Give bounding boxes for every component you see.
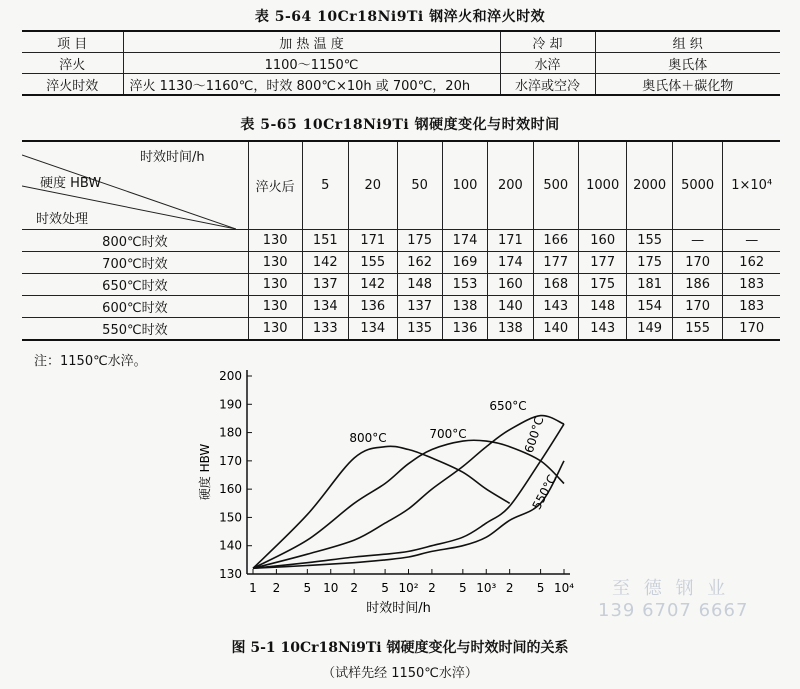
column-header: 5000 bbox=[672, 141, 723, 230]
table65-title: 表 5-65 10Cr18Ni9Ti 钢硬度变化与时效时间 bbox=[240, 117, 560, 133]
column-header: 5 bbox=[302, 141, 348, 230]
table-cell: 淬火 bbox=[22, 53, 123, 74]
table-cell: 151 bbox=[302, 230, 348, 252]
table-cell: 169 bbox=[442, 252, 487, 274]
series-label-4: 550°C bbox=[529, 472, 560, 512]
table-cell: 130 bbox=[248, 252, 302, 274]
column-header: 淬火后 bbox=[248, 141, 302, 230]
table-cell: 181 bbox=[627, 274, 672, 296]
x-tick-label: 2 bbox=[350, 581, 358, 595]
table-cell: 奥氏体 bbox=[595, 53, 780, 74]
table-cell: 170 bbox=[672, 296, 723, 318]
table-cell: 175 bbox=[397, 230, 442, 252]
row-label: 700℃时效 bbox=[22, 252, 248, 274]
table-cell: 155 bbox=[348, 252, 397, 274]
table-cell: 142 bbox=[348, 274, 397, 296]
table-row bbox=[22, 230, 780, 252]
table-row bbox=[22, 274, 780, 296]
column-header: 500 bbox=[533, 141, 578, 230]
row-label: 550℃时效 bbox=[22, 318, 248, 341]
table-cell: 水淬或空冷 bbox=[500, 74, 595, 96]
column-header: 200 bbox=[488, 141, 533, 230]
table-row bbox=[22, 296, 780, 318]
series-label-1: 700°C bbox=[429, 427, 467, 441]
x-tick-label: 10⁴ bbox=[553, 581, 575, 595]
table-cell: 160 bbox=[488, 274, 533, 296]
table-cell: 148 bbox=[578, 296, 627, 318]
x-tick-label: 5 bbox=[536, 581, 545, 595]
table-cell: 175 bbox=[627, 252, 672, 274]
column-header: 1×10⁴ bbox=[723, 141, 780, 230]
table-cell: 177 bbox=[578, 252, 627, 274]
table-cell: 140 bbox=[488, 296, 533, 318]
y-tick-label: 200 bbox=[219, 369, 242, 383]
watermark-phone: 139 6707 6667 bbox=[598, 600, 749, 621]
table-cell: 134 bbox=[302, 296, 348, 318]
figure-title: 图 5-1 10Cr18Ni9Ti 钢硬度变化与时效时间的关系 bbox=[231, 640, 569, 656]
table-cell: 183 bbox=[723, 274, 780, 296]
table-row bbox=[22, 318, 780, 341]
table-cell: 138 bbox=[442, 296, 487, 318]
table-note: 注：1150℃水淬。 bbox=[34, 354, 147, 369]
watermark-name: 至 德 钢 业 bbox=[612, 578, 730, 599]
series-label-3: 600°C bbox=[521, 414, 547, 455]
x-tick-label: 2 bbox=[428, 581, 436, 595]
header-cooling: 冷 却 bbox=[500, 31, 595, 53]
table-cell: 138 bbox=[488, 318, 533, 341]
table-5-64 bbox=[22, 30, 780, 96]
series-line-1 bbox=[253, 440, 564, 568]
table-cell: 170 bbox=[672, 252, 723, 274]
table-cell: 171 bbox=[348, 230, 397, 252]
table-cell: 143 bbox=[578, 318, 627, 341]
row-label: 650℃时效 bbox=[22, 274, 248, 296]
table-cell: 133 bbox=[302, 318, 348, 341]
y-axis-label: 硬度 HBW bbox=[198, 443, 212, 501]
table-cell: 170 bbox=[723, 318, 780, 341]
table-cell: 1100～1150℃ bbox=[123, 53, 500, 74]
corner-label-hardness: 硬度 HBW bbox=[40, 176, 102, 191]
table-cell: 154 bbox=[627, 296, 672, 318]
table-cell: 155 bbox=[672, 318, 723, 341]
x-tick-label: 1 bbox=[249, 581, 257, 595]
x-tick-label: 10² bbox=[398, 581, 419, 595]
table-cell: 183 bbox=[723, 296, 780, 318]
table-cell: 143 bbox=[533, 296, 578, 318]
x-tick-label: 2 bbox=[272, 581, 281, 595]
table-cell: 淬火 1130～1160℃，时效 800℃×10h 或 700℃，20h bbox=[123, 74, 500, 96]
column-header: 50 bbox=[397, 141, 442, 230]
y-tick-label: 160 bbox=[219, 482, 242, 497]
table-cell: 水淬 bbox=[500, 53, 595, 74]
table-cell: 148 bbox=[397, 274, 442, 296]
table-cell: 130 bbox=[248, 318, 302, 341]
x-tick-label: 5 bbox=[303, 581, 312, 595]
table-row bbox=[22, 252, 780, 274]
header-structure: 组 织 bbox=[595, 31, 780, 53]
table-cell: 淬火时效 bbox=[22, 74, 123, 96]
table-cell: 162 bbox=[723, 252, 780, 274]
x-tick-label: 10³ bbox=[476, 581, 497, 595]
table-cell: 171 bbox=[488, 230, 533, 252]
x-tick-label: 5 bbox=[381, 581, 389, 595]
table-cell: 155 bbox=[627, 230, 672, 252]
table-cell: 175 bbox=[578, 274, 627, 296]
y-tick-label: 150 bbox=[219, 510, 242, 525]
table-cell: 177 bbox=[533, 252, 578, 274]
column-header: 1000 bbox=[578, 141, 627, 230]
table-cell: 136 bbox=[348, 296, 397, 318]
column-header: 2000 bbox=[627, 141, 672, 230]
table-cell: 142 bbox=[302, 252, 348, 274]
table-cell: 149 bbox=[627, 318, 672, 341]
y-tick-label: 170 bbox=[219, 453, 242, 468]
corner-label-treatment: 时效处理 bbox=[36, 212, 89, 227]
x-tick-label: 2 bbox=[505, 581, 514, 595]
table-cell: 130 bbox=[248, 296, 302, 318]
table-cell: 136 bbox=[442, 318, 487, 341]
series-label-0: 800°C bbox=[349, 431, 387, 445]
table-cell: 153 bbox=[442, 274, 487, 296]
table-cell: — bbox=[672, 230, 723, 252]
y-tick-label: 140 bbox=[219, 538, 242, 553]
table-cell: 137 bbox=[397, 296, 442, 318]
table-cell: 130 bbox=[248, 230, 302, 252]
x-axis-label: 时效时间/h bbox=[366, 601, 431, 616]
table-corner-cell bbox=[22, 142, 236, 229]
table-cell: 174 bbox=[442, 230, 487, 252]
column-header: 20 bbox=[348, 141, 397, 230]
table-5-65 bbox=[22, 140, 780, 341]
y-tick-label: 190 bbox=[219, 397, 242, 412]
figure-subtitle: （试样先经 1150℃水淬） bbox=[322, 666, 478, 681]
table-cell: — bbox=[723, 230, 780, 252]
table-cell: 168 bbox=[533, 274, 578, 296]
table-cell: 140 bbox=[533, 318, 578, 341]
corner-label-time: 时效时间/h bbox=[140, 150, 205, 165]
table-cell: 134 bbox=[348, 318, 397, 341]
series-label-2: 650°C bbox=[489, 399, 527, 413]
header-item: 项 目 bbox=[22, 31, 123, 53]
y-tick-label: 180 bbox=[219, 425, 242, 440]
table64-title: 表 5-64 10Cr18Ni9Ti 钢淬火和淬火时效 bbox=[254, 9, 546, 25]
y-tick-label: 130 bbox=[219, 567, 242, 581]
column-header: 100 bbox=[442, 141, 487, 230]
table-cell: 186 bbox=[672, 274, 723, 296]
x-tick-label: 5 bbox=[459, 581, 467, 595]
table-cell: 奥氏体＋碳化物 bbox=[595, 74, 780, 96]
series-line-3 bbox=[253, 424, 564, 568]
table-cell: 130 bbox=[248, 274, 302, 296]
table-cell: 160 bbox=[578, 230, 627, 252]
table-cell: 137 bbox=[302, 274, 348, 296]
table-cell: 135 bbox=[397, 318, 442, 341]
table-cell: 174 bbox=[488, 252, 533, 274]
header-heating-temp: 加 热 温 度 bbox=[123, 31, 500, 53]
table-cell: 162 bbox=[397, 252, 442, 274]
row-label: 800℃时效 bbox=[22, 230, 248, 252]
table-cell: 166 bbox=[533, 230, 578, 252]
row-label: 600℃时效 bbox=[22, 296, 248, 318]
x-tick-label: 10 bbox=[323, 581, 339, 595]
